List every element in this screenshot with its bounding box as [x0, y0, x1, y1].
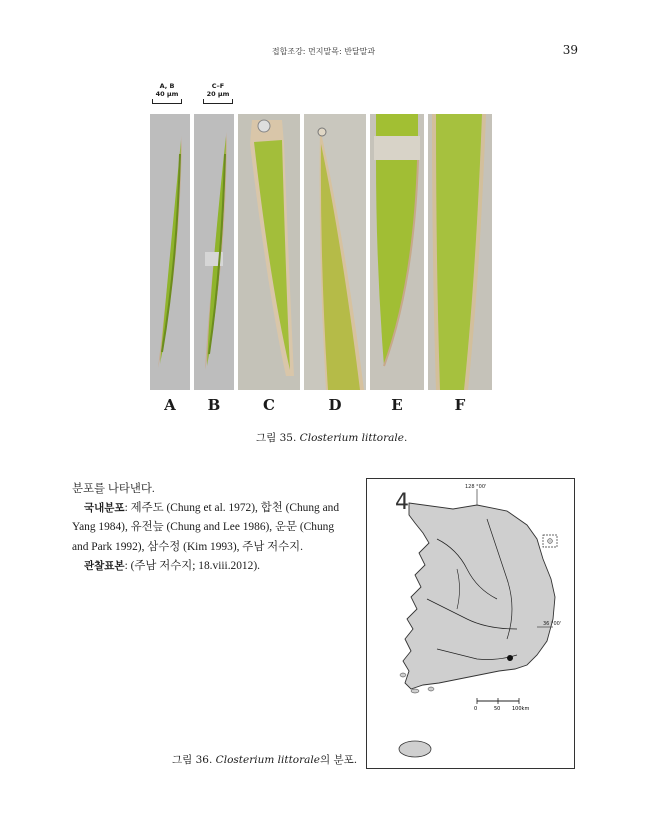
map-scale-100: 100km — [512, 706, 530, 712]
latitude-label: 36 °00' — [543, 621, 562, 627]
scale-bar-ab — [152, 82, 182, 98]
panel-label-e: E — [391, 396, 403, 414]
jeju-island — [399, 741, 431, 757]
north-marker: 4 — [395, 490, 409, 515]
body-text — [72, 480, 348, 576]
scale-bar-cf-label: C–F — [211, 82, 225, 90]
domestic-distribution-text: : 제주도 (Chung et al. 1972), 합천 (Chung and Yang 1984), 유전늪 (Chung and Lee 1986), 운문 (Chung and Park 1992), 삼수정 (Kim 1993), 주남 저수지. — [72, 502, 340, 553]
figure-36-suffix: 의 분포. — [319, 754, 358, 766]
micrograph-panel-b — [194, 114, 234, 390]
scale-bar-ab-label: A, B — [159, 82, 175, 90]
locality-marker — [507, 655, 513, 661]
figure-35-number: 그림 35. — [256, 432, 297, 444]
distribution-map — [366, 478, 575, 769]
korea-map-figure — [367, 479, 574, 768]
scale-bar-cf — [203, 82, 233, 98]
panel-label-c: C — [263, 396, 275, 414]
scale-bar-ab-length: 40 μm — [155, 90, 179, 98]
micrograph-panel-c — [238, 114, 300, 390]
domestic-distribution — [72, 499, 348, 557]
figure-35-species: Closterium littorale — [299, 432, 404, 444]
figure-35-suffix: . — [403, 432, 408, 444]
page-number: 39 — [562, 43, 578, 57]
figure-36-number: 그림 36. — [172, 754, 213, 766]
figure-35-caption — [256, 430, 407, 445]
observed-specimen — [72, 557, 348, 576]
figure-36-caption — [172, 752, 357, 767]
scale-bar-cf-length: 20 μm — [206, 90, 230, 98]
micrograph-panel-e — [370, 114, 424, 390]
panel-label-a: A — [164, 396, 176, 414]
map-scale-0: 0 — [474, 706, 478, 712]
panel-label-b: B — [207, 396, 221, 414]
panel-label-f: F — [454, 396, 466, 414]
distribution-intro: 분포를 나타낸다. — [72, 483, 155, 495]
micrograph-panel-d — [304, 114, 366, 390]
running-head: 접합조강: 먼지말목: 반달말과 — [271, 47, 376, 56]
micrograph-panel-f — [428, 114, 492, 390]
micrograph-panel-a — [150, 114, 190, 390]
peninsula-landmass — [403, 503, 555, 689]
longitude-label: 128 °00' — [465, 484, 487, 490]
domestic-distribution-label: 국내분포 — [84, 502, 125, 515]
map-scale-50: 50 — [494, 706, 501, 712]
observed-specimen-text: : (주남 저수지; 18.viii.2012). — [124, 559, 260, 572]
observed-specimen-label: 관찰표본 — [84, 559, 125, 572]
panel-label-d: D — [328, 396, 342, 414]
figure-36-species: Closterium littorale — [215, 754, 320, 766]
